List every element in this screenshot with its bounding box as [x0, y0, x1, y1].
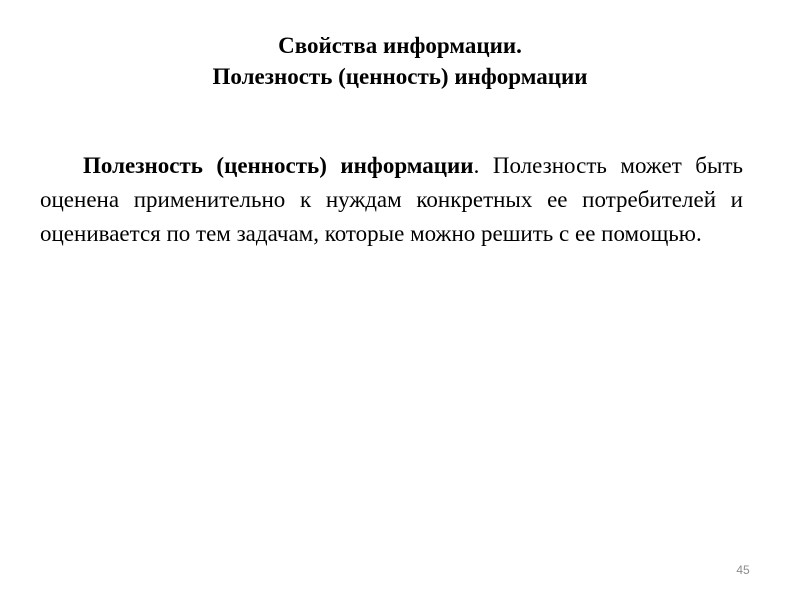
page-number: 45 [736, 563, 750, 577]
body-text: . Полезность может быть оценена применительно к нуждам конкретных ее потребителей и оценивается по тем задачам, которые можно решить с ее помощью. [40, 153, 743, 246]
title-line-2: Полезность (ценность) информации [212, 64, 588, 89]
title-line-1: Свойства информации. [278, 33, 522, 58]
body-paragraph [40, 149, 743, 251]
slide-title [0, 30, 800, 92]
body-lead-term: Полезность (ценность) информации [83, 153, 474, 178]
